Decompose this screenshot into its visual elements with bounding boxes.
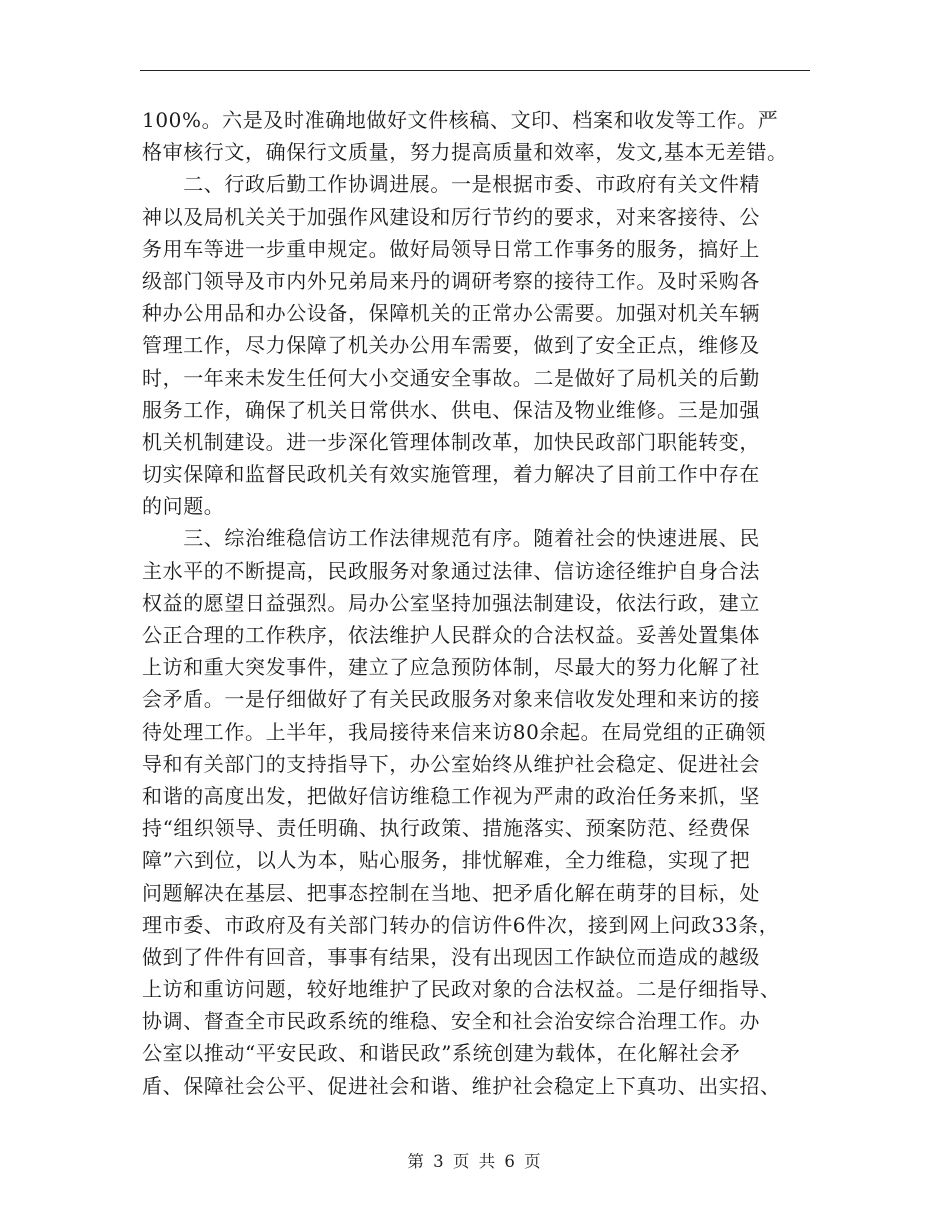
- text-line: 100%。六是及时准确地做好文件核稿、文印、档案和收发等工作。严: [142, 108, 779, 132]
- text-line: 神以及局机关关于加强作风建设和厉行节约的要求，对来客接待、公: [142, 204, 760, 229]
- text-line: 导和有关部门的支持指导下，办公室始终从维护社会稳定、促进社会: [142, 751, 760, 776]
- text-line: 持“组织领导、责任明确、执行政策、措施落实、预案防范、经费保: [142, 816, 751, 841]
- text-line: 盾、保障社会公平、促进社会和谐、维护社会稳定上下真功、出实招、: [142, 1073, 781, 1098]
- text-line: 切实保障和监督民政机关有效实施管理，着力解决了目前工作中存在: [142, 462, 760, 487]
- text-line: 机关机制建设。进一步深化管理体制改革，加快民政部门职能转变，: [142, 429, 760, 454]
- text-line: 管理工作，尽力保障了机关办公用车需要，做到了安全正点，维修及: [142, 333, 760, 358]
- text-line: 做到了件件有回音，事事有结果，没有出现因工作缺位而造成的越级: [142, 944, 760, 969]
- page-number-footer: 第 3 页 共 6 页: [407, 1152, 543, 1171]
- text-line: 障”六到位，以人为本，贴心服务，排忧解难，全力维稳，实现了把: [142, 848, 751, 873]
- header-rule: [140, 70, 810, 71]
- text-line: 种办公用品和办公设备，保障机关的正常办公需要。加强对机关车辆: [142, 301, 760, 326]
- text-line: 和谐的高度出发，把做好信访维稳工作视为严肃的政治任务来抓，坚: [142, 783, 760, 808]
- text-line: 级部门领导及市内外兄弟局来丹的调研考察的接待工作。及时采购各: [142, 268, 760, 293]
- text-line: 时，一年来未发生任何大小交通安全事故。二是做好了局机关的后勤: [142, 365, 760, 390]
- text-line: 务用车等进一步重申规定。做好局领导日常工作事务的服务，搞好上: [142, 236, 760, 261]
- text-line: 权益的愿望日益强烈。局办公室坚持加强法制建设，依法行政，建立: [142, 590, 760, 615]
- text-line: 主水平的不断提高，民政服务对象通过法律、信访途径维护自身合法: [142, 558, 760, 583]
- text-line: 公室以推动“平安民政、和谐民政”系统创建为载体，在化解社会矛: [142, 1041, 741, 1066]
- text-line: 二、行政后勤工作协调进展。一是根据市委、市政府有关文件精: [142, 172, 760, 197]
- text-line: 会矛盾。一是仔细做好了有关民政服务对象来信收发处理和来访的接: [142, 687, 760, 712]
- text-line: 上访和重大突发事件，建立了应急预防体制，尽最大的努力化解了社: [142, 655, 760, 680]
- text-line: 格审核行文，确保行文质量，努力提高质量和效率，发文,基本无差错。: [142, 140, 788, 165]
- text-line: 的问题。: [142, 494, 225, 519]
- text-line: 服务工作，确保了机关日常供水、供电、保洁及物业维修。三是加强: [142, 397, 760, 422]
- text-line: 公正合理的工作秩序，依法维护人民群众的合法权益。妥善处置集体: [142, 623, 760, 647]
- body-text: [142, 104, 812, 1102]
- text-line: 三、综治维稳信访工作法律规范有序。随着社会的快速进展、民: [142, 526, 760, 551]
- text-line: 问题解决在基层、把事态控制在当地、把矛盾化解在萌芽的目标，处: [142, 880, 760, 905]
- text-line: 上访和重访问题，较好地维护了民政对象的合法权益。二是仔细指导、: [142, 977, 781, 1002]
- text-line: 理市委、市政府及有关部门转办的信访件6件次，接到网上问政33条，: [142, 912, 780, 937]
- text-line: 协调、督查全市民政系统的维稳、安全和社会治安综合治理工作。办: [142, 1009, 760, 1034]
- text-line: 待处理工作。上半年，我局接待来信来访80余起。在局党组的正确领: [142, 719, 767, 744]
